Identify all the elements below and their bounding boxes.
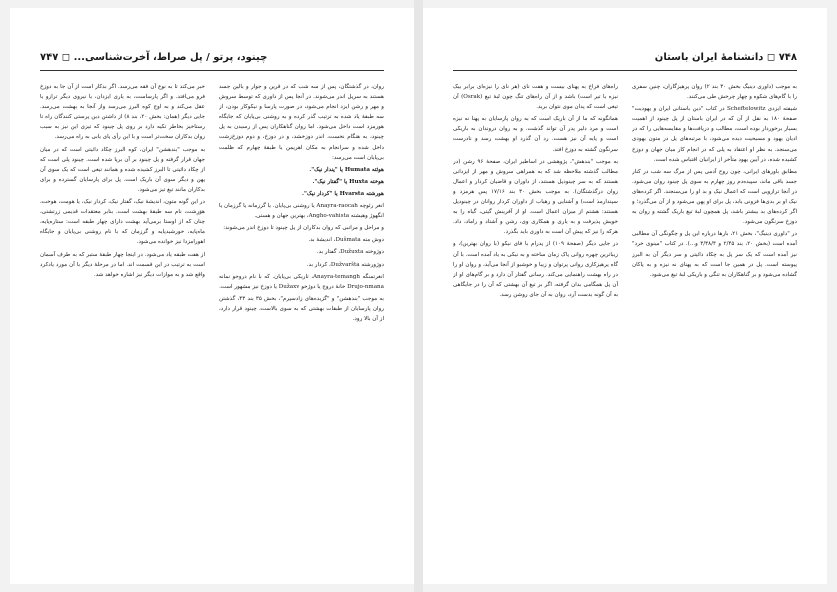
paragraph: دوش مته Dušmata، اندیشهٔ بد. bbox=[308, 237, 384, 244]
paragraph: به موجب "بندهشن" و "گزیده‌های زادسپرم"، بخش ۳۵ بند ۴۳، گذشتن روان پارسایان از طبقات بهشتی که به سوی بالاست، چینود قرار دارد، از آن بالا رود. bbox=[219, 295, 384, 322]
paragraph: همانگونه که ما از آن باریک است که به روان پارسایان به پهنا نه نیزه است و مرد دلیر پدر آن تواند گذشت. و به روان دروندان به باریکی است و پایه آن نیز هست. رد آن گذرد او بهشت رسد و نادرست سرنگون گشته به دوزخ افتد. bbox=[453, 116, 618, 153]
paragraph: هوئته Humata یا "پندار نیک". bbox=[309, 166, 384, 173]
right-header-rule bbox=[453, 70, 797, 71]
paragraph: دوژوخته Dužuxta، گفتار بد. bbox=[316, 249, 384, 256]
right-page bbox=[423, 8, 827, 584]
book-gutter bbox=[414, 0, 423, 592]
paragraph: شیفته ایزدی Scheftelowitz در کتاب "دین باستانی ایران و یهودیت" صفحهٔ ۱۸۰ به نقل از آن که در ایران باستان از پل چینود از اهمیت بسیار برخوردار بوده است، مطالب و دریافت‌ها و مقایسه‌هایی را که در ادیان یهود و مسیحیت دیده می‌شود، با مرتبه‌های پل در متون یهودی می‌سنجد. به نظر او اعتقاد به پلی که در انجام کار میان جهان و دوزخ کشیده شده، در آیین یهود متأخر از ایرانیان اقتباس شده است. bbox=[632, 106, 797, 163]
right-page-column-left bbox=[453, 82, 618, 552]
paragraph: به موجب (داوری دینیگ بخش ۳۰ بند ۲) روان پرهیزگاران، چنین سفری را با گام‌های شکوه و چهار چرخش طی می‌کنند. bbox=[632, 84, 797, 101]
paragraph: در این گونه متون، اندیشهٔ نیک، گفتار نیک، کردار نیک، یا هومت، هوخت، هوَرِشت، نام سه طبقهٔ بهشت است. بنابر معتقدات قدیمی زرتشتی، چنان که از اوستا برمی‌آید بهشت دارای چهار طبقه است: ستاره‌پایه، ماه‌پایه، خورشیدپایه و گرزمان که با نام روشنی بی‌پایان و جایگاه اهورامزدا نیز خوانده می‌شود. bbox=[40, 199, 205, 246]
left-page-column-right bbox=[219, 82, 384, 552]
paragraph: خبر می‌کند تا به نوع آن فقه می‌رسد. اگر بدکار است از آن جا به دوزخ فرو می‌افتد. و اگر پارساست، به یاری ایزدان، یا نیروی دیگر ترازو یا عقل می‌کند و به اوج کوه البرز می‌رسد واز آنجا به بهشت می‌رسد. جایی دیگر (همان: بخش ۲۰، بند ۸) از داشتن دین پرستی کنندگان راه تا رستاخیز بخاطر تکیه دارد بر روی پل چینود که تیزی این نیز به سبب روان بدکاران سخت‌تر است و با این رأی پای یابی به راه می‌رسد. bbox=[40, 84, 205, 141]
paragraph: در "داوری دینیگ"، بخش ۲۱، بارها درباره این پل و چگونگی آن مطالبی آمده است (بخش ۲۰، بند ۲/۴۵ و ۳/۳۸/۴ و...). در کتاب "مینوی خرد" نیز آمده است که یک سر پل به چکاد دائیتی و سر دیگر آن به البرز پیوسته است. پل در همین جا است که به پهنای نه نیزه و به پاکان گشاده می‌شود و بر گناهکاران به تنگی و باریکی لبهٔ تیغ می‌شود. bbox=[632, 231, 797, 278]
paragraph: به موجب "بندهشن" ایران، کوه البرز چکاد دائیتی است که در میان جهان قرار گرفته و پل چینود بر آن برپا شده است. چینود پلی است که از چکاد دائیتی تا البرز کشیده شده و همانند تیغی است که یک سوی آن پهن و دیگر سوی آن باریک است. پل برای پارسایان گسترده و برای بدکاران مانند تیغ تیز می‌شود. bbox=[40, 146, 205, 193]
paragraph: هوخته Huxta یا "گفتار نیک". bbox=[312, 178, 384, 185]
right-page-header: ۷۴۸ ◻ دانشنامهٔ ایران باستان bbox=[654, 52, 797, 63]
paragraph: هورشته Hvarsta یا "کردار نیک". bbox=[302, 190, 384, 197]
left-page-column-left bbox=[40, 82, 205, 552]
paragraph: مطابق باورهای ایرانی، چون روح آدمی پس از مرگ سه شب در کنار جسد باقی ماند، سپیده‌دم روز چهارم به سوی پل چینود روان می‌شود. در آنجا ترازویی است که اعمال نیک و بد او را می‌سنجند. اگر کرده‌های نیک او بر بدی‌ها فزونی یابد، پل برای او پهن می‌شود و از آن می‌گذرد؛ و اگر کرده‌های بد بیشتر باشد، پل همچون لبهٔ تیغ باریک گشته و روان به دوزخ سرنگون می‌شود. bbox=[632, 168, 797, 226]
right-page-column-right bbox=[632, 82, 797, 552]
paragraph: راه‌های فراخ به پهنای بیست و هفت نای (هر نای را نیزه‌ای برابر بیک نیزه یا تیر است) باشد و از آن راه‌های تنگ چون لبهٔ تیغ (Osrak) آن تیغی است که پدان موی نتوان برید. bbox=[453, 84, 618, 111]
left-page-header: چینود، پرتو / پل صراط، آخرت‌شناسی... ◻ ۷۴۷ bbox=[40, 52, 268, 63]
paragraph: روان، در گذشتگان، پس از سه شب که در قرین و جوار و بالین جسد هستند به سرپل اندر می‌شوند. در آنجا پس از داوری که توسط سروش و مهر و رشن ایزد انجام می‌شود، در صورت پارسا و نیکوکار بودن، از سه طبقهٔ یاد شده به ترتیب گذر کرده و به روشنی بی‌پایان که جایگاه هورمزد است داخل می‌شود. اما روان گناهکاران پس از رسیدن به پل چینود، به هنگام نخست، اندر دوزخشد، و در دوزخ، و دوم دوزخ‌زشت داخل شده و سرانجام به مکان اهریمن یا طبقهٔ چهارم که ظلمت بی‌پایان است می‌رسد: bbox=[219, 84, 384, 161]
paragraph: به موجب "بندهش"، پژوهشی در اساطیر ایران، صفحهٔ ۹۶ رشن (در مطالب گذشته ملاحظه شد که به همراهی سروش و مهر از ایزدانی هستند که به سر چینود‌پل هستند، از داوران و قاضیان کردار و اعمال روان درگذشتگان). به موجب بخش ۳۰ بند ۱۷/۱۶ پس هرمزد و سپندارمذ است) و آشنایی و رهیاب از داوران کردار روانان در چینودپل هستند: هشتم از میزان اعمال است. او از آفرینش گیتی، گیاه را به خویش پذیرفت و به یاری و همکاری وی، رشن و آشتاد و راماد، داد. هرکه را نیز که پیش آن است به داوری باید بگذرد. bbox=[453, 158, 618, 236]
left-page bbox=[10, 8, 414, 584]
paragraph: انغر رئوچه Anayra-raocah یا روشنی بی‌پایان. یا گرزمانه یا گرزمان یا انگهوژ وهیشته Angho-vahista، بهترین جهان و هستی. bbox=[219, 203, 384, 220]
paragraph: و مراحل و مراتبی که روان بدکاران از پل چینود تا دوزخ اندر می‌شوند: bbox=[223, 225, 384, 232]
paragraph: از هفت طبقه یاد می‌شود. در اینجا چهار طبقهٔ ستبر که به طرف آسمان است به ترتیب در این قسمت اند. اما در مرحلهٔ دیگر با آن مورد یادکرد واقع شد و به موازات دیگر نیز اشاره خواهد شد. bbox=[40, 251, 205, 278]
paragraph: انغرتمنگه Anayra-temangh، تاریکی بی‌پایان. که با نام دروجو نمانه Drujo-nmana خانهٔ دروج یا دوژخو Dužaxv یا دوزخ نیز مشهور است. bbox=[219, 273, 384, 290]
paragraph: در جایی دیگر (صفحهٔ ۱۰۹) از پدرام با فای نیکو (با روان بهترین)، و زیباترین چهره روانی پاک زمان ساخته و به نیکی به یاد آمده است. با آن گاه پرهیزکاری روانی پرتوان و زیبا و خوشبو از آنجا می‌آید، و روان او را در راه بهشت راهنمایی می‌کند. رسانی گفتار آن دارد و بر گام‌های او از آن پل همگامی بدان گرفته، اگر بر تیغ آن بهشتی که آن را در جایگاهی به آن گونه بدست آرد، روان به آن جای روشن رسد. bbox=[453, 241, 618, 298]
left-header-rule bbox=[40, 70, 384, 71]
paragraph: دوژورشته Dužvaršta، کردار بد. bbox=[306, 261, 384, 268]
